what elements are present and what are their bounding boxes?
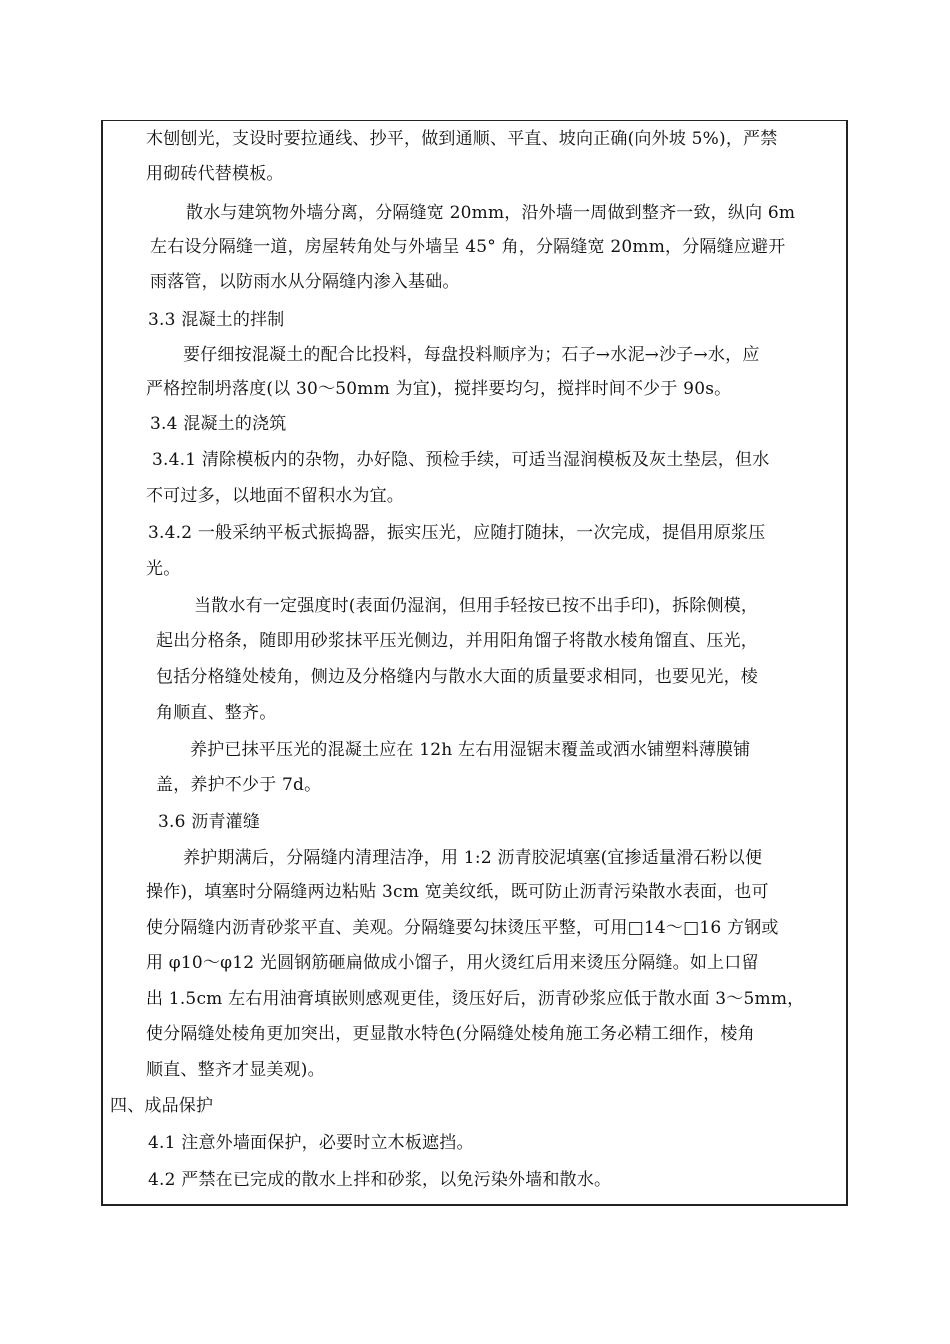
section-heading: 3.3 混凝土的拌制: [148, 310, 285, 330]
text-line: 出 1.5cm 左右用油膏填嵌则感观更佳，烫压好后，沥青砂浆应低于散水面 3～5mm，: [146, 989, 805, 1009]
text-line: 养护期满后，分隔缝内清理洁净，用 1:2 沥青胶泥填塞(宜掺适量滑石粉以便: [183, 848, 763, 868]
chapter-heading: 四、成品保护: [110, 1096, 214, 1116]
text-line: 不可过多，以地面不留积水为宜。: [146, 486, 404, 506]
text-line: 木刨刨光，支设时要拉通线、抄平，做到通顺、平直、坡向正确(向外坡 5%)，严禁: [146, 129, 778, 149]
text-line: 起出分格条，随即用砂浆抹平压光侧边，并用阳角馏子将散水棱角馏直、压光，: [156, 631, 758, 651]
text-line: 左右设分隔缝一道，房屋转角处与外墙呈 45° 角，分隔缝宽 20mm，分隔缝应避开: [150, 237, 786, 257]
text-line: 盖，养护不少于 7d。: [156, 775, 322, 795]
section-heading: 3.6 沥青灌缝: [158, 812, 261, 832]
text-line: 用 φ10～φ12 光圆钢筋砸扁做成小馏子，用火烫红后用来烫压分隔缝。如上口留: [146, 953, 759, 973]
text-line: 养护已抹平压光的混凝土应在 12h 左右用湿锯末覆盖或洒水铺塑料薄膜铺: [190, 740, 751, 760]
text-line: 包括分格缝处棱角，侧边及分格缝内与散水大面的质量要求相同，也要见光，棱: [156, 667, 758, 687]
text-line: 光。: [146, 559, 181, 579]
text-line: 4.2 严禁在已完成的散水上拌和砂浆，以免污染外墙和散水。: [148, 1170, 612, 1190]
text-line: 散水与建筑物外墙分离，分隔缝宽 20mm，沿外墙一周做到整齐一致，纵向 6m: [186, 203, 796, 223]
text-line: 当散水有一定强度时(表面仍湿润，但用手轻按已按不出手印)，拆除侧模，: [194, 596, 759, 616]
text-line: 要仔细按混凝土的配合比投料，每盘投料顺序为；石子→水泥→沙子→水，应: [183, 345, 760, 365]
text-line: 3.4.2 一般采纳平板式振捣器，振实压光，应随打随抹，一次完成，提倡用原浆压: [148, 523, 766, 543]
text-line: 顺直、整齐才显美观)。: [146, 1060, 325, 1080]
text-line: 3.4.1 清除模板内的杂物，办好隐、预检手续，可适当湿润模板及灰土垫层，但水: [152, 450, 770, 470]
text-line: 角顺直、整齐。: [156, 703, 277, 723]
text-line: 使分隔缝内沥青砂浆平直、美观。分隔缝要勾抹烫压平整，可用□14～□16 方钢或: [146, 918, 779, 938]
text-line: 用砌砖代替模板。: [146, 164, 284, 184]
section-heading: 3.4 混凝土的浇筑: [150, 414, 287, 434]
text-line: 4.1 注意外墙面保护，必要时立木板遮挡。: [148, 1133, 474, 1153]
text-line: 雨落管，以防雨水从分隔缝内渗入基础。: [150, 272, 460, 292]
text-line: 严格控制坍落度(以 30～50mm 为宜)，搅拌要均匀，搅拌时间不少于 90s。: [146, 379, 732, 399]
text-line: 操作)，填塞时分隔缝两边粘贴 3cm 宽美纹纸，既可防止沥青污染散水表面，也可: [146, 882, 769, 902]
text-line: 使分隔缝处棱角更加突出，更显散水特色(分隔缝处棱角施工务必精工细作，棱角: [146, 1024, 755, 1044]
